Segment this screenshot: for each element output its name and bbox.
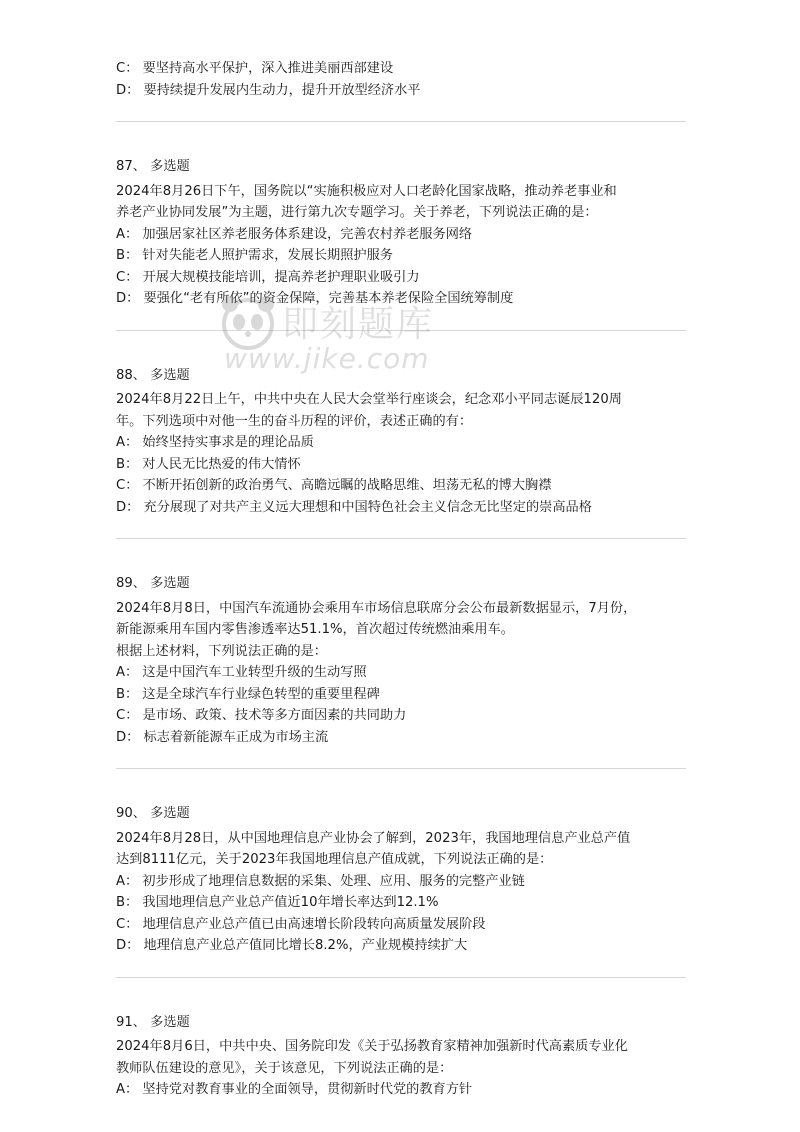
question-87 bbox=[116, 156, 686, 310]
question-stem: 2024年8月8日，中国汽车流通协会乘用车市场信息联席分会公布最新数据显示，7月份， bbox=[116, 600, 637, 616]
question-header: 91、 多选题 bbox=[116, 1014, 190, 1030]
question-89 bbox=[116, 573, 686, 748]
option-b: B： 我国地理信息产业总产值近10年增长率达到12.1% bbox=[116, 895, 439, 910]
question-stem: 根据上述材料，下列说法正确的是： bbox=[116, 643, 327, 659]
question-stem: 2024年8月28日，从中国地理信息产业协会了解到，2023年，我国地理信息产业总产值 bbox=[116, 830, 631, 846]
question-header: 90、 多选题 bbox=[116, 806, 190, 821]
question-stem: 2024年8月6日，中共中央、国务院印发《关于弘扬教育家精神加强新时代高素质专业化 bbox=[116, 1039, 628, 1054]
option-a: A： 这是中国汽车工业转型升级的生动写照 bbox=[116, 665, 367, 680]
option-d: D： 充分展现了对共产主义远大理想和中国特色社会主义信念无比坚定的崇高品格 bbox=[116, 499, 592, 515]
question-header: 87、 多选题 bbox=[116, 159, 190, 174]
question-stem: 达到8111亿元，关于2023年我国地理信息产值成就，下列说法正确的是： bbox=[116, 852, 553, 867]
prev-question-options bbox=[116, 58, 686, 101]
option-c: C： 地理信息产业总产值已由高速增长阶段转向高质量发展阶段 bbox=[116, 916, 486, 932]
option-d: D： 要持续提升发展内生动力，提升开放型经济水平 bbox=[116, 82, 421, 98]
question-91 bbox=[116, 1012, 686, 1101]
option-c: C： 是市场、政策、技术等多方面因素的共同助力 bbox=[116, 708, 407, 723]
option-d: D： 地理信息产业总产值同比增长8.2%，产业规模持续扩大 bbox=[116, 938, 468, 953]
option-a: A： 初步形成了地理信息数据的采集、处理、应用、服务的完整产业链 bbox=[116, 873, 525, 889]
question-header: 88、 多选题 bbox=[116, 367, 190, 383]
question-stem: 新能源乘用车国内零售渗透率达51.1%，首次超过传统燃油乘用车。 bbox=[116, 622, 514, 637]
question-90 bbox=[116, 803, 686, 957]
option-d: D： 要强化“老有所依”的资金保障，完善基本养老保险全国统筹制度 bbox=[116, 291, 514, 306]
question-header: 89、 多选题 bbox=[116, 576, 190, 591]
question-stem: 养老产业协同发展”为主题，进行第九次专题学习。关于养老，下列说法正确的是： bbox=[116, 205, 598, 220]
option-b: B： 对人民无比热爱的伟大情怀 bbox=[116, 456, 301, 472]
option-a: A： 加强居家社区养老服务体系建设，完善农村养老服务网络 bbox=[116, 226, 473, 242]
option-c: C： 开展大规模技能培训，提高养老护理职业吸引力 bbox=[116, 269, 420, 285]
option-d: D： 标志着新能源车正成为市场主流 bbox=[116, 729, 329, 745]
option-c: C： 不断开拓创新的政治勇气、高瞻远瞩的战略思维、坦荡无私的博大胸襟 bbox=[116, 478, 552, 493]
question-stem: 年。下列选项中对他一生的奋斗历程的评价，表述正确的有： bbox=[116, 413, 473, 429]
watermark-brand: 即刻题库 bbox=[282, 304, 435, 345]
question-stem: 2024年8月22日上午，中共中央在人民大会堂举行座谈会，纪念邓小平同志诞辰120周 bbox=[116, 392, 622, 407]
option-c: C： 要坚持高水平保护，深入推进美丽西部建设 bbox=[116, 61, 394, 76]
option-b: B： 针对失能老人照护需求，发展长期照护服务 bbox=[116, 248, 393, 263]
question-88 bbox=[116, 365, 686, 519]
option-b: B： 这是全球汽车行业绿色转型的重要里程碑 bbox=[116, 686, 380, 702]
option-a: A： 坚持党对教育事业的全面领导，贯彻新时代党的教育方针 bbox=[116, 1082, 473, 1097]
question-stem: 2024年8月26日下午，国务院以“实施积极应对人口老龄化国家战略，推动养老事业和 bbox=[116, 183, 617, 199]
watermark-url: www.jike.com bbox=[224, 342, 430, 375]
option-a: A： 始终坚持实事求是的理论品质 bbox=[116, 435, 314, 450]
question-stem: 教师队伍建设的意见》，关于该意见，下列说法正确的是： bbox=[116, 1060, 453, 1076]
document-page bbox=[116, 58, 686, 1101]
